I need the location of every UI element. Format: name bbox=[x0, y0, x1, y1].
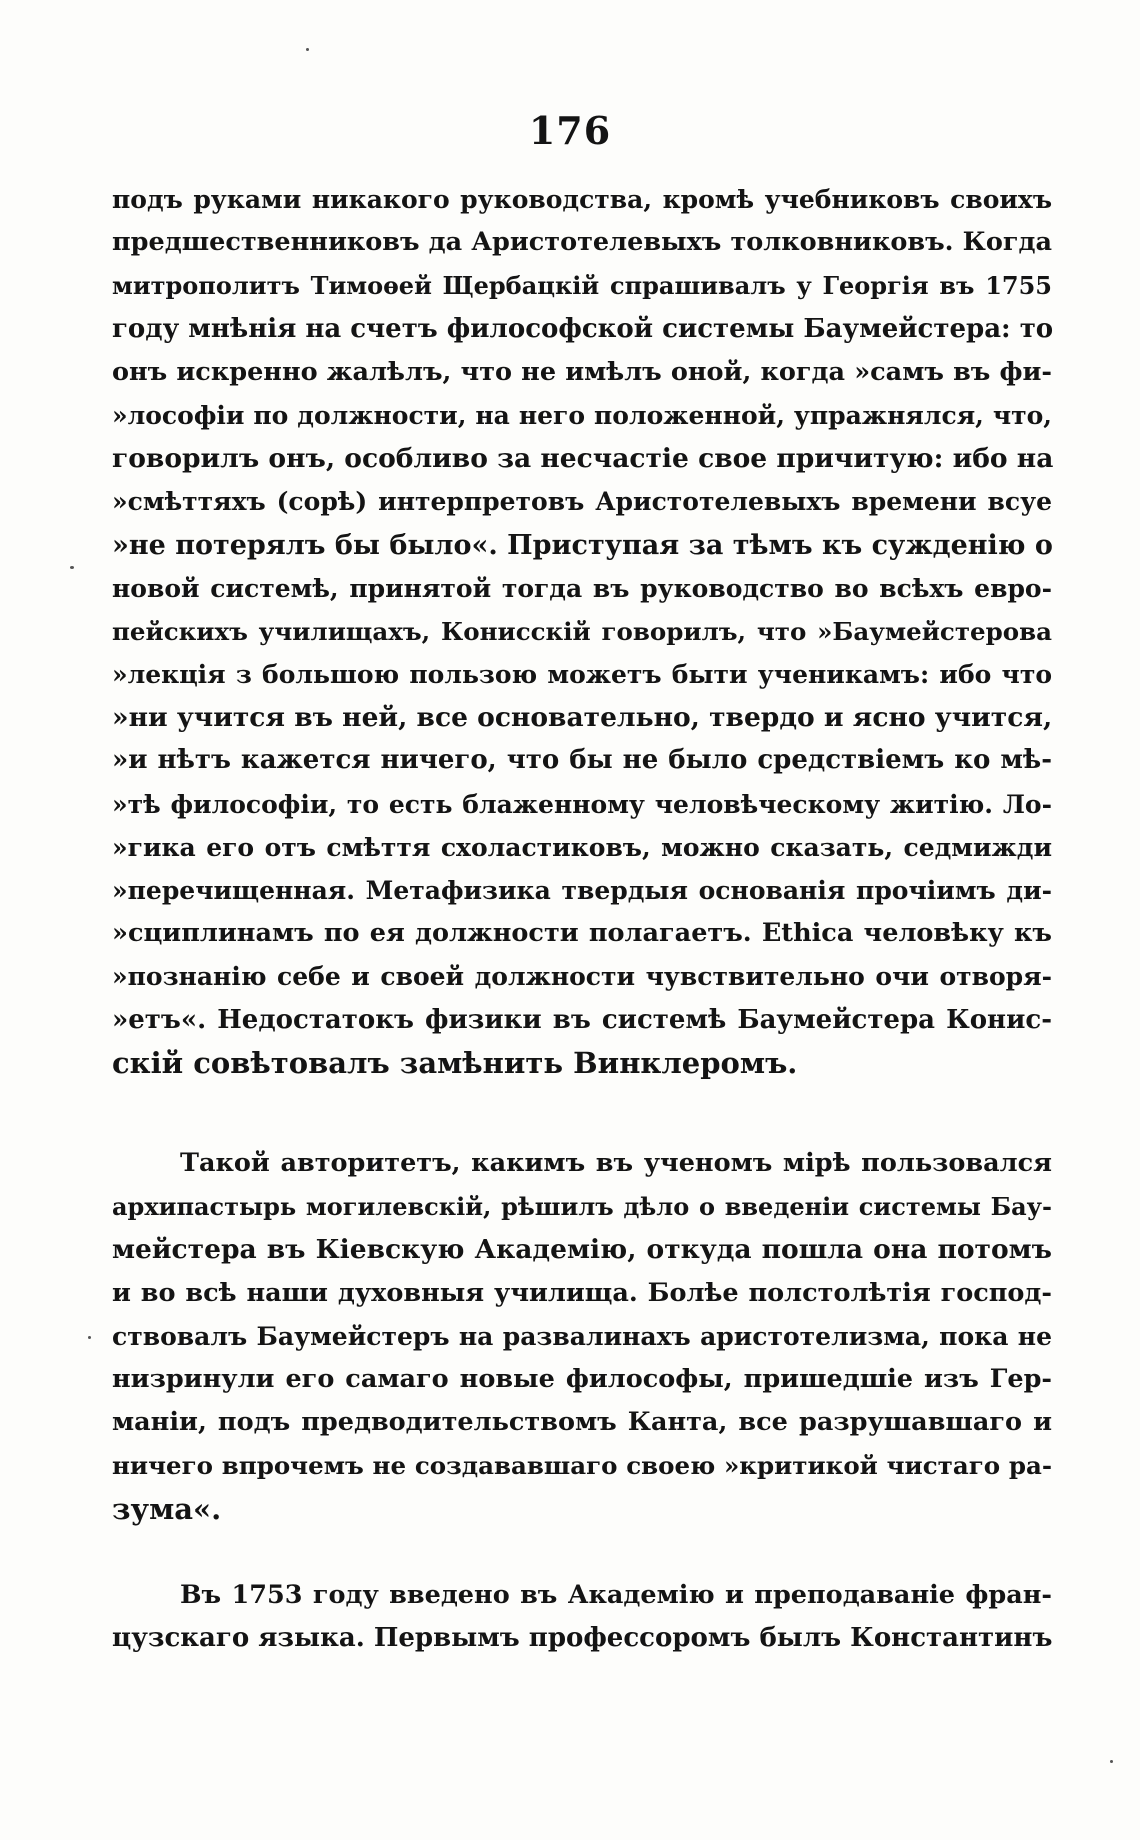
text-line: »не потерялъ бы было«. Приступая за тѣмъ къ сужденію о bbox=[112, 529, 1053, 561]
text-line: пейскихъ училищахъ, Конисскій говорилъ, что »Баумейстерова bbox=[112, 616, 1052, 646]
text-line: »тѣ философіи, то есть блаженному человѣческому житію. Ло- bbox=[112, 789, 1052, 819]
text-line: мейстера въ Кіевскую Академію, откуда пошла она потомъ bbox=[112, 1234, 1052, 1266]
paragraph-3 bbox=[112, 1574, 1052, 1660]
text-line: Такой авторитетъ, какимъ въ ученомъ мірѣ пользовался bbox=[180, 1148, 1052, 1178]
text-line: низринули его самаго новые философы, пришедшіе изъ Гер- bbox=[112, 1363, 1052, 1394]
text-line: ничего впрочемъ не создававшаго своею »критикой чистаго ра- bbox=[112, 1451, 1052, 1481]
text-line: зума«. bbox=[112, 1491, 222, 1526]
text-line: »лекція з большою пользою можетъ быти ученикамъ: ибо что bbox=[112, 660, 1052, 690]
scan-speck bbox=[306, 48, 309, 51]
text-line: новой системѣ, принятой тогда въ руководство во всѣхъ евро- bbox=[112, 573, 1052, 603]
scan-speck bbox=[70, 566, 74, 569]
scan-speck bbox=[88, 1336, 91, 1339]
text-line: »гика его отъ смѣття схоластиковъ, можно сказать, седмижди bbox=[112, 832, 1052, 862]
text-line: »етъ«. Недостатокъ физики въ системѣ Баумейстера Конис- bbox=[112, 1004, 1052, 1035]
text-line: митрополитъ Тимоѳей Щербацкій спрашивалъ у Георгія въ 1755 bbox=[112, 271, 1052, 301]
text-line: »сциплинамъ по ея должности полагаетъ. Ethica человѣку къ bbox=[112, 918, 1052, 949]
text-line: »лософіи по должности, на него положенной, упражнялся, что, bbox=[112, 400, 1052, 430]
scan-speck bbox=[1110, 1760, 1113, 1763]
text-line: году мнѣнія на счетъ философской системы Баумейстера: то bbox=[112, 313, 1054, 344]
text-line: »ни учится въ ней, все основательно, твердо и ясно учится, bbox=[112, 702, 1053, 734]
text-line: скій совѣтовалъ замѣнить Винклеромъ. bbox=[112, 1045, 798, 1080]
text-line: подъ руками никакого руководства, кромѣ учебниковъ своихъ bbox=[112, 185, 1052, 214]
paragraph-1 bbox=[112, 178, 1052, 1085]
text-line: ствовалъ Баумейстеръ на развалинахъ аристотелизма, пока не bbox=[112, 1321, 1052, 1351]
text-line: »смѣттяхъ (сорѣ) интерпретовъ Аристотелевыхъ времени всуе bbox=[112, 487, 1052, 517]
text-line: Въ 1753 году введено въ Академію и преподаваніе фран- bbox=[180, 1580, 1052, 1610]
text-line: предшественниковъ да Аристотелевыхъ толковниковъ. Когда bbox=[112, 227, 1052, 258]
text-line: говорилъ онъ, особливо за несчастіе свое причитую: ибо на bbox=[112, 443, 1054, 475]
page-number: 176 bbox=[528, 108, 612, 153]
text-line: »познанію себе и своей должности чувствительно очи отворя- bbox=[112, 962, 1052, 992]
paragraph-2 bbox=[112, 1142, 1052, 1531]
text-line: »и нѣтъ кажется ничего, что бы не было средствіемъ ко мѣ- bbox=[112, 745, 1052, 776]
text-line: цузскаго языка. Первымъ профессоромъ былъ Константинъ bbox=[112, 1623, 1053, 1654]
text-line: и во всѣ наши духовныя училища. Болѣе полстолѣтія господ- bbox=[112, 1277, 1052, 1308]
text-line: маніи, подъ предводительствомъ Канта, все разрушавшаго и bbox=[112, 1407, 1052, 1438]
text-line: »перечищенная. Метафизика твердыя основанія прочіимъ ди- bbox=[112, 876, 1052, 905]
text-line: онъ искренно жалѣлъ, что не имѣлъ оной, когда »самъ въ фи- bbox=[112, 356, 1052, 387]
text-line: архипастырь могилевскій, рѣшилъ дѣло о введеніи системы Бау- bbox=[112, 1192, 1052, 1222]
